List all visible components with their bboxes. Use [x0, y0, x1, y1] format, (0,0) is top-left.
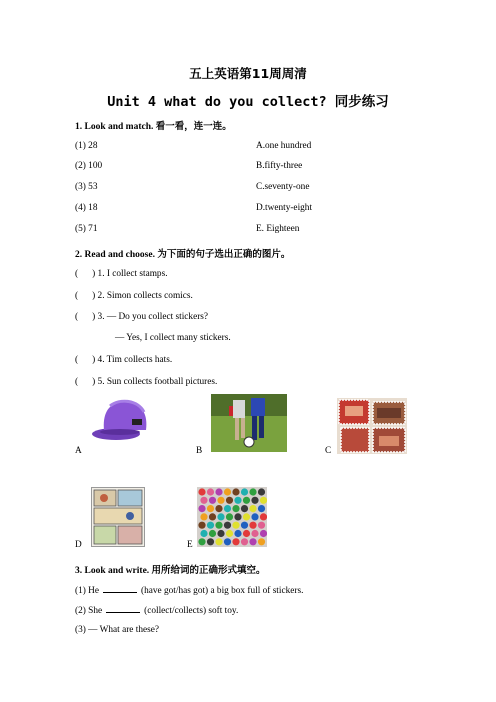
sticker-dot	[249, 522, 256, 529]
sticker-dot	[241, 505, 248, 512]
answer-blank-2[interactable]	[106, 604, 140, 613]
sticker-dot	[200, 497, 207, 504]
sticker-dot	[232, 505, 239, 512]
sticker-dot	[224, 488, 231, 495]
sticker-dot	[249, 505, 256, 512]
sticker-dot	[251, 513, 258, 520]
sticker-dot	[207, 522, 214, 529]
sticker-dot	[209, 530, 216, 537]
sticker-dot	[198, 488, 205, 495]
write-item-3: (3) — What are these?	[75, 625, 159, 635]
sticker-dot	[234, 513, 241, 520]
sticker-dot	[226, 530, 233, 537]
match-left-2: (2) 100	[75, 161, 103, 171]
sticker-dot	[258, 488, 265, 495]
sticker-dot	[251, 530, 258, 537]
sticker-dot	[260, 497, 267, 504]
section2-heading: 2. Read and choose. 为下面的句子选出正确的图片。	[75, 250, 291, 260]
choose-item-3: ( ) 3. — Do you collect stickers?	[75, 312, 209, 322]
comics-picture	[91, 487, 145, 547]
sticker-dot	[241, 538, 248, 545]
match-right-b: B.fifty-three	[256, 161, 303, 171]
sticker-dot	[217, 513, 224, 520]
picture-label-d: D	[75, 540, 82, 550]
sticker-dot	[224, 538, 231, 545]
choose-item-1: ( ) 1. I collect stamps.	[75, 269, 168, 279]
page-subtitle: Unit 4 what do you collect? 同步练习	[107, 94, 389, 110]
match-left-3: (3) 53	[75, 182, 98, 192]
sticker-dot	[217, 530, 224, 537]
sticker-dot	[226, 513, 233, 520]
match-right-e: E. Eighteen	[256, 224, 300, 234]
page-title: 五上英语第11周周清	[189, 66, 307, 81]
sticker-dot	[241, 522, 248, 529]
sticker-dot	[249, 538, 256, 545]
sticker-dot	[260, 530, 267, 537]
sticker-dot	[260, 513, 267, 520]
sticker-dot	[243, 497, 250, 504]
answer-blank-1[interactable]	[103, 584, 137, 593]
match-right-c: C.seventy-one	[256, 182, 310, 192]
match-right-d: D.twenty-eight	[256, 203, 313, 213]
match-right-a: A.one hundred	[256, 141, 312, 151]
stickers-picture	[197, 487, 267, 547]
sticker-dot	[198, 522, 205, 529]
sticker-dot	[224, 522, 231, 529]
sticker-dot	[198, 538, 205, 545]
sticker-dot	[209, 513, 216, 520]
sticker-dot	[234, 497, 241, 504]
sticker-dot	[234, 530, 241, 537]
picture-label-a: A	[75, 446, 82, 456]
section3-heading: 3. Look and write. 用所给词的正确形式填空。	[75, 566, 266, 576]
sticker-dot	[207, 538, 214, 545]
sticker-dot	[200, 530, 207, 537]
sticker-dot	[258, 505, 265, 512]
sticker-dot	[215, 522, 222, 529]
sticker-dot	[215, 538, 222, 545]
sticker-dot	[215, 488, 222, 495]
sticker-dot	[251, 497, 258, 504]
picture-label-b: B	[196, 446, 203, 456]
sticker-dot	[249, 488, 256, 495]
write-item-1: (1) He (have got/has got) a big box full of stickers.	[75, 586, 304, 596]
sticker-dot	[243, 513, 250, 520]
sticker-dot	[200, 513, 207, 520]
stamps-picture	[337, 398, 407, 454]
choose-item-3-answer: — Yes, I collect many stickers.	[115, 333, 231, 343]
hat-picture	[90, 392, 154, 450]
write-item-2: (2) She (collect/collects) soft toy.	[75, 606, 239, 616]
sticker-dot	[224, 505, 231, 512]
sticker-dot	[258, 522, 265, 529]
choose-item-2: ( ) 2. Simon collects comics.	[75, 291, 193, 301]
sticker-dot	[241, 488, 248, 495]
sticker-dot	[226, 497, 233, 504]
section1-heading: 1. Look and match. 看一看，连一连。	[75, 122, 232, 132]
sticker-dot	[207, 505, 214, 512]
choose-item-5: ( ) 5. Sun collects football pictures.	[75, 377, 218, 387]
sticker-dot	[243, 530, 250, 537]
sticker-dot	[215, 505, 222, 512]
choose-item-4: ( ) 4. Tim collects hats.	[75, 355, 173, 365]
sticker-dot	[198, 505, 205, 512]
match-left-4: (4) 18	[75, 203, 98, 213]
sticker-dot	[207, 488, 214, 495]
sticker-dot	[217, 497, 224, 504]
sticker-dot	[232, 522, 239, 529]
picture-label-e: E	[187, 540, 193, 550]
picture-label-c: C	[325, 446, 332, 456]
sticker-dot	[232, 538, 239, 545]
match-left-1: (1) 28	[75, 141, 98, 151]
sticker-dot	[209, 497, 216, 504]
sticker-dot	[232, 488, 239, 495]
match-left-5: (5) 71	[75, 224, 98, 234]
football-picture	[211, 394, 287, 452]
sticker-dot	[258, 538, 265, 545]
